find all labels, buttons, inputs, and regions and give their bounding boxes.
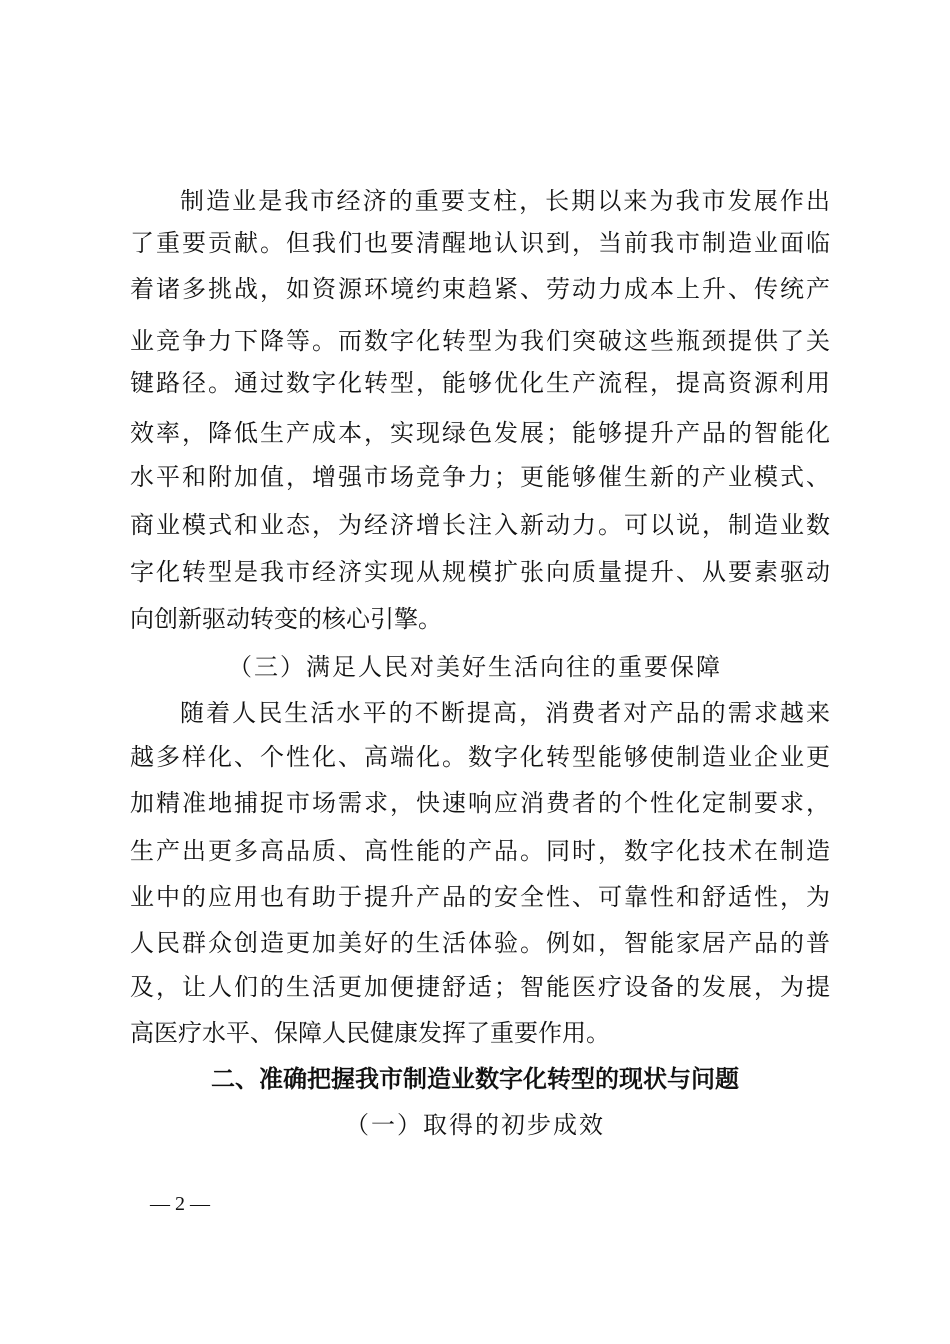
page-number: — 2 — <box>150 1193 210 1215</box>
section-heading: （三）满足人民对美好生活向往的重要保障 <box>228 653 722 681</box>
paragraph2-line: 越多样化、个性化、高端化。数字化转型能够使制造业企业更 <box>130 743 830 771</box>
paragraph1-line: 水平和附加值，增强市场竞争力；更能够催生新的产业模式、 <box>130 463 830 491</box>
paragraph2-line: 人民群众创造更加美好的生活体验。例如，智能家居产品的普 <box>130 929 830 957</box>
paragraph2-line: 加精准地捕捉市场需求，快速响应消费者的个性化定制要求， <box>130 789 830 817</box>
subsection-heading: （一）取得的初步成效 <box>345 1111 605 1139</box>
paragraph1-line: 着诸多挑战，如资源环境约束趋紧、劳动力成本上升、传统产 <box>130 275 830 303</box>
paragraph2-line: 高医疗水平、保障人民健康发挥了重要作用。 <box>130 1019 610 1047</box>
paragraph1-line: 向创新驱动转变的核心引擎。 <box>130 605 442 633</box>
chapter-heading: 二、准确把握我市制造业数字化转型的现状与问题 <box>211 1065 739 1093</box>
paragraph2-line: 生产出更多高品质、高性能的产品。同时，数字化技术在制造 <box>130 837 830 865</box>
paragraph1-line: 字化转型是我市经济实现从规模扩张向质量提升、从要素驱动 <box>130 558 830 586</box>
paragraph1-line: 效率，降低生产成本，实现绿色发展；能够提升产品的智能化 <box>130 419 830 447</box>
paragraph1-line: 业竞争力下降等。而数字化转型为我们突破这些瓶颈提供了关 <box>130 327 830 355</box>
paragraph1-line: 商业模式和业态，为经济增长注入新动力。可以说，制造业数 <box>130 511 830 539</box>
paragraph1-line: 键路径。通过数字化转型，能够优化生产流程，提高资源利用 <box>130 369 830 397</box>
paragraph1-line: 制造业是我市经济的重要支柱，长期以来为我市发展作出 <box>180 187 830 215</box>
paragraph1-line: 了重要贡献。但我们也要清醒地认识到，当前我市制造业面临 <box>130 229 830 257</box>
paragraph2-line: 随着人民生活水平的不断提高，消费者对产品的需求越来 <box>180 699 830 727</box>
paragraph2-line: 及，让人们的生活更加便捷舒适；智能医疗设备的发展，为提 <box>130 973 830 1001</box>
paragraph2-line: 业中的应用也有助于提升产品的安全性、可靠性和舒适性，为 <box>130 883 830 911</box>
